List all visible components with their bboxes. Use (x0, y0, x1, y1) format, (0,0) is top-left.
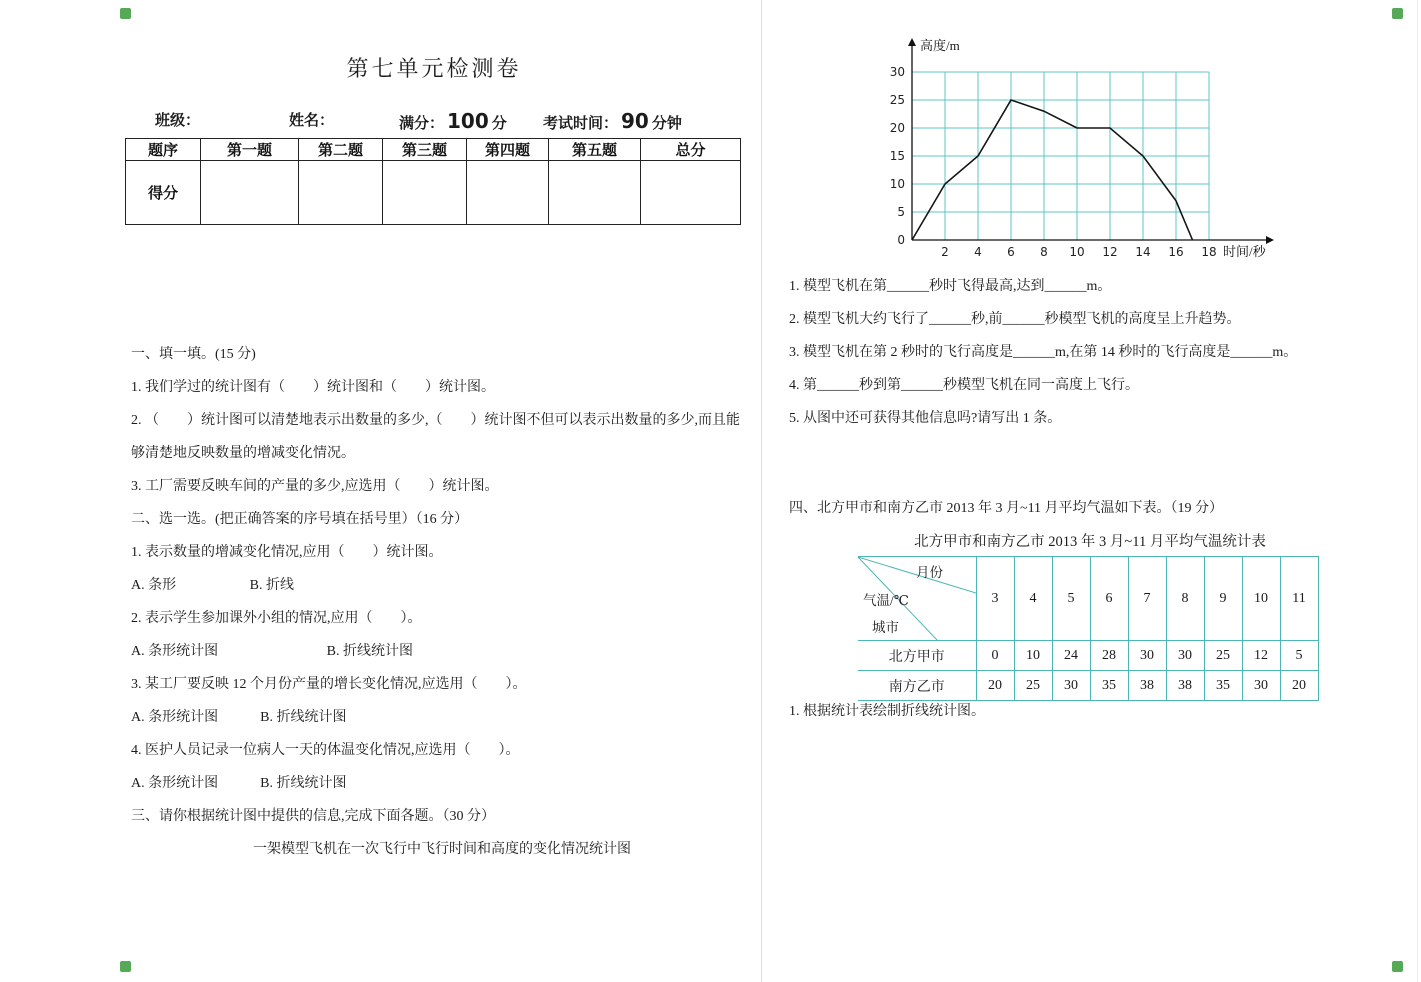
temp-table-corner-cell (858, 557, 976, 641)
x-tick-label: 8 (1040, 245, 1048, 259)
exam-text-line: A. 条形统计图 B. 折线统计图 (131, 710, 347, 725)
y-axis-title: 高度/m (920, 38, 960, 53)
temperature-table (858, 556, 1319, 701)
value-cell: 38 (1128, 671, 1166, 701)
class-label: 班级： (155, 113, 201, 129)
chart-question-line: 1. 模型飞机在第______秒时飞得最高,达到______m。 (789, 279, 1112, 294)
y-tick-label: 25 (889, 93, 905, 107)
value-cell: 25 (1204, 641, 1242, 671)
exam-time-unit: 分钟 (651, 116, 682, 132)
exam-text-line: 2. 表示学生参加课外小组的情况,应用（ ）。 (131, 611, 422, 626)
value-cell: 30 (1242, 671, 1280, 701)
city-cell: 南方乙市 (858, 671, 976, 701)
chart-question-line: 2. 模型飞机大约飞行了______秒,前______秒模型飞机的高度呈上升趋势。 (789, 312, 1241, 327)
value-cell: 5 (1280, 641, 1318, 671)
score-row-label: 得分 (126, 161, 201, 225)
full-score (399, 109, 507, 133)
exam-time (543, 109, 682, 133)
temp-table-data-row (858, 641, 1318, 671)
month-cell: 4 (1014, 557, 1052, 641)
month-cell: 8 (1166, 557, 1204, 641)
exam-text-line: A. 条形统计图 B. 折线统计图 (131, 776, 347, 791)
score-table-score-row (126, 161, 741, 225)
x-tick-label: 16 (1168, 245, 1184, 259)
exam-text-line: 3. 工厂需要反映车间的产量的多少,应选用（ ）统计图。 (131, 479, 499, 494)
y-tick-label: 10 (889, 177, 905, 191)
corner-mark-icon (120, 961, 131, 972)
flight-line-chart (868, 30, 1288, 270)
month-cell: 5 (1052, 557, 1090, 641)
exam-text-line: A. 条形统计图 B. 折线统计图 (131, 644, 413, 659)
score-table-header-cell: 第四题 (467, 139, 549, 161)
chart-question-line: 5. 从图中还可获得其他信息吗?请写出 1 条。 (789, 411, 1062, 426)
score-cell-empty (201, 161, 299, 225)
page-title: 第七单元检测卷 (346, 56, 522, 81)
x-tick-label: 12 (1102, 245, 1118, 259)
exam-text-line: 3. 某工厂要反映 12 个月份产量的增长变化情况,应选用（ ）。 (131, 677, 527, 692)
x-axis-arrow-icon (1266, 236, 1274, 244)
page-right-edge (1417, 0, 1418, 982)
corner-mark-icon (1392, 961, 1403, 972)
score-cell-empty (383, 161, 467, 225)
score-cell-empty (299, 161, 383, 225)
left-column-text (131, 338, 753, 866)
column-divider (761, 0, 762, 982)
exam-text-line: 1. 表示数量的增减变化情况,应用（ ）统计图。 (131, 545, 443, 560)
corner-mark-icon (1392, 8, 1403, 19)
value-cell: 30 (1128, 641, 1166, 671)
score-table-header-cell: 第五题 (549, 139, 641, 161)
draw-chart-instruction: 1. 根据统计表绘制折线统计图。 (789, 704, 985, 719)
temp-table-header-row (858, 557, 1318, 641)
x-tick-label: 10 (1069, 245, 1085, 259)
month-cell: 6 (1090, 557, 1128, 641)
y-tick-label: 0 (897, 233, 905, 247)
chart-question-line: 4. 第______秒到第______秒模型飞机在同一高度上飞行。 (789, 378, 1139, 393)
score-table-header-cell: 第一题 (201, 139, 299, 161)
exam-time-value: 90 (621, 109, 649, 133)
full-score-label: 满分： (399, 116, 445, 132)
score-table-header-row (126, 139, 741, 161)
section-one-heading: 一、填一填。(15 分) (131, 347, 256, 362)
section-two-heading: 二、选一选。(把正确答案的序号填在括号里）（16 分） (131, 512, 469, 527)
score-table (125, 138, 741, 225)
exam-info-row (0, 101, 761, 133)
corner-label-temp: 气温/℃ (863, 593, 909, 608)
exam-time-label: 考试时间： (543, 116, 619, 132)
value-cell: 35 (1204, 671, 1242, 701)
month-cell: 11 (1280, 557, 1318, 641)
value-cell: 28 (1090, 641, 1128, 671)
y-tick-label: 15 (889, 149, 905, 163)
value-cell: 0 (976, 641, 1014, 671)
score-cell-empty (641, 161, 741, 225)
x-axis-title: 时间/秒 (1223, 244, 1266, 259)
month-cell: 10 (1242, 557, 1280, 641)
x-tick-label: 18 (1201, 245, 1217, 259)
value-cell: 12 (1242, 641, 1280, 671)
month-cell: 7 (1128, 557, 1166, 641)
y-tick-label: 20 (889, 121, 905, 135)
exam-text-line: A. 条形 B. 折线 (131, 578, 294, 593)
flight-data-line (912, 100, 1193, 240)
full-score-unit: 分 (491, 116, 507, 132)
exam-text-line: 4. 医护人员记录一位病人一天的体温变化情况,应选用（ ）。 (131, 743, 520, 758)
value-cell: 38 (1166, 671, 1204, 701)
value-cell: 35 (1090, 671, 1128, 701)
exam-text-line: 1. 我们学过的统计图有（ ）统计图和（ ）统计图。 (131, 380, 495, 395)
score-table-header-cell: 第二题 (299, 139, 383, 161)
value-cell: 10 (1014, 641, 1052, 671)
full-score-value: 100 (447, 109, 489, 133)
exam-text-line: 2. （ ）统计图可以清楚地表示出数量的多少,（ ）统计图不但可以表示出数量的多少,而且能 (131, 413, 740, 428)
score-table-header-cell: 题序 (126, 139, 201, 161)
score-cell-empty (549, 161, 641, 225)
value-cell: 20 (976, 671, 1014, 701)
section-three-heading: 三、请你根据统计图中提供的信息,完成下面各题。（30 分） (131, 809, 495, 824)
corner-label-month: 月份 (916, 565, 943, 580)
score-table-header-cell: 总分 (641, 139, 741, 161)
temp-table-data-row (858, 671, 1318, 701)
x-tick-label: 2 (941, 245, 949, 259)
corner-label-city: 城市 (872, 620, 899, 635)
y-tick-label: 30 (889, 65, 905, 79)
score-cell-empty (467, 161, 549, 225)
city-cell: 北方甲市 (858, 641, 976, 671)
value-cell: 20 (1280, 671, 1318, 701)
chart-questions (789, 270, 1379, 435)
value-cell: 24 (1052, 641, 1090, 671)
temperature-table-title: 北方甲市和南方乙市 2013 年 3 月~11 月平均气温统计表 (914, 534, 1266, 550)
flight-chart-title: 一架模型飞机在一次飞行中飞行时间和高度的变化情况统计图 (253, 842, 631, 857)
y-tick-label: 5 (897, 205, 905, 219)
x-tick-label: 4 (974, 245, 982, 259)
score-table-header-cell: 第三题 (383, 139, 467, 161)
chart-question-line: 3. 模型飞机在第 2 秒时的飞行高度是______m,在第 14 秒时的飞行高度是______m。 (789, 345, 1298, 360)
x-tick-label: 14 (1135, 245, 1151, 259)
month-cell: 9 (1204, 557, 1242, 641)
x-tick-label: 6 (1007, 245, 1015, 259)
exam-text-line: 够清楚地反映数量的增减变化情况。 (131, 446, 355, 461)
value-cell: 30 (1166, 641, 1204, 671)
name-label: 姓名： (289, 113, 335, 129)
value-cell: 30 (1052, 671, 1090, 701)
corner-mark-icon (120, 8, 131, 19)
section-four-heading: 四、北方甲市和南方乙市 2013 年 3 月~11 月平均气温如下表。（19 分） (789, 501, 1224, 516)
y-axis-arrow-icon (908, 38, 916, 46)
month-cell: 3 (976, 557, 1014, 641)
value-cell: 25 (1014, 671, 1052, 701)
